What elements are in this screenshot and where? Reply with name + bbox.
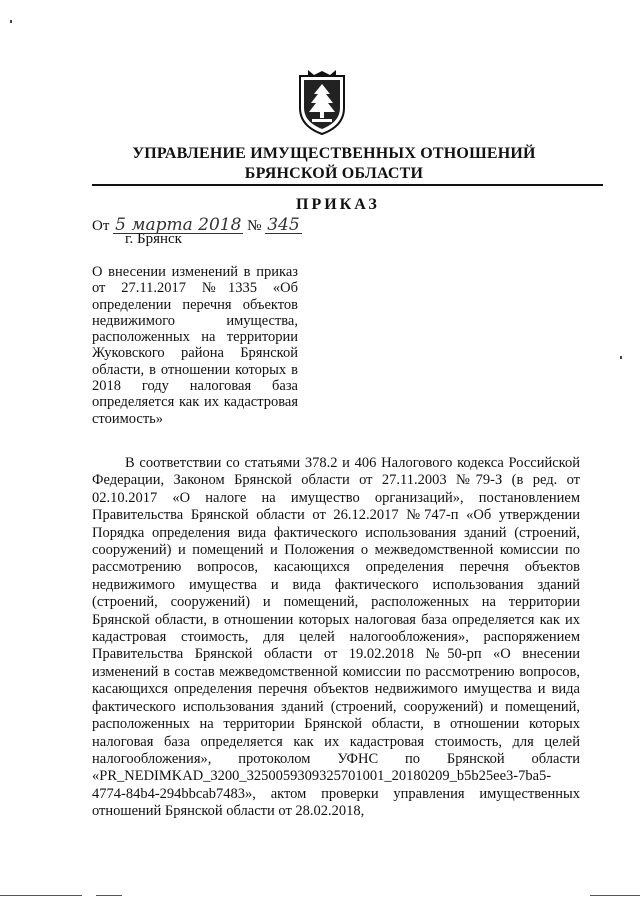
document-type-title: ПРИКАЗ bbox=[296, 196, 380, 213]
header-divider bbox=[92, 184, 603, 186]
organization-name-line2: БРЯНСКОЙ ОБЛАСТИ bbox=[244, 165, 424, 182]
scan-speck bbox=[620, 356, 622, 359]
order-subject: О внесении изменений в приказ от 27.11.2017 №1335 «Об определении перечня объектов недвижимого имущества, расположенных на территории Жуковского района Брянской области, в отношении которых в 2018 году налоговая база определяется как их кадастровая стоимость» bbox=[92, 264, 298, 427]
organization-name-line1: УПРАВЛЕНИЕ ИМУЩЕСТВЕННЫХ ОТНОШЕНИЙ bbox=[132, 145, 536, 162]
order-body-paragraph: В соответствии со статьями 378.2 и 406 Налогового кодекса Российской Федерации, Законом Брянской области от 27.11.2003 №79-З (в ред. от 02.10.2017 «О налоге на имущество организаций», постановлением Правительства Брянской области от 26.12.2017 №747-п «Об утверждении Порядка определения вида фактического использования зданий (строений, сооружений) и помещений и Положения о межведомственной комиссии по рассмотрению вопросов, касающихся определения перечня объектов недвижимого имущества и вида фактического использования зданий (строений, сооружений) и помещений, расположенных на территории Брянской области, в отношении которых налоговая база определяется как их кадастровая стоимость, для целей налогообложения», распоряжением Правительства Брянской области от 19.02.2018 №50-рп «О внесении изменений в состав межведомственной комиссии по рассмотрению вопросов, касающихся определения перечня объектов недвижимого имущества и вида фактического использования зданий (строений, сооружений) и помещений, расположенных на территории Брянской области, в отношении которых налоговая база определяется как их кадастровая стоимость, для целей налогообложения», протоколом УФНС по Брянской области «PR_NEDIMKAD_3200_3250059309325701001_20180209_b5b25ee3-7ba5-4774-84b4-294bbcab7483», актом проверки управления имущественных отношений Брянской области от 28.02.2018, bbox=[92, 455, 580, 820]
date-prefix: От bbox=[92, 218, 110, 234]
coat-of-arms-icon bbox=[296, 70, 348, 136]
scan-artifact-line bbox=[590, 895, 640, 896]
handwritten-date: 5 марта 2018 bbox=[115, 215, 242, 235]
number-label: № bbox=[247, 218, 262, 234]
scan-artifact-line bbox=[96, 895, 122, 896]
handwritten-number: 345 bbox=[267, 215, 300, 235]
order-date-line bbox=[92, 215, 302, 235]
scan-speck bbox=[10, 20, 12, 23]
scan-artifact-line bbox=[0, 895, 82, 896]
city-name: г. Брянск bbox=[125, 231, 182, 247]
